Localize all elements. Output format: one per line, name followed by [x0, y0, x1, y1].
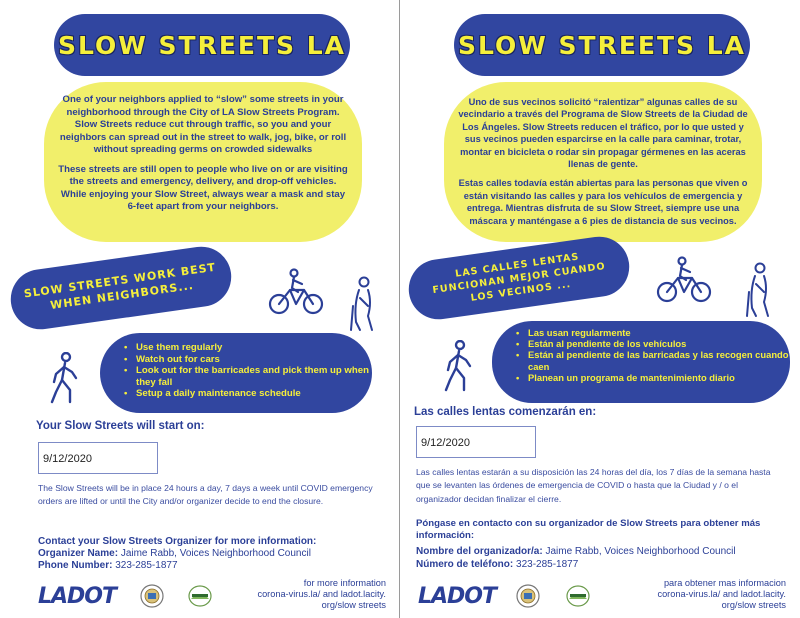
title-banner: [454, 14, 750, 76]
neighbors-banner: [7, 243, 235, 333]
more-info-line: corona-virus.la/ and ladot.lacity.: [257, 589, 386, 599]
list-item: • Use them regularly: [122, 342, 372, 354]
city-seal-icon: [140, 584, 164, 608]
organizer-value: Jaime Rabb, Voices Neighborhood Council: [545, 546, 736, 557]
pedestrian-icon: [442, 340, 476, 392]
intro-bubble: [444, 82, 762, 242]
phone-label: Número de teléfono:: [416, 559, 514, 570]
more-info-line: org/slow streets: [721, 600, 786, 610]
list-item: • Planean un programa de mantenimiento diario: [514, 372, 790, 383]
contact-heading: Póngase en contacto con su organizador de Slow Streets para obtener más información:: [416, 518, 761, 541]
contact-heading: Contact your Slow Streets Organizer for more information:: [38, 536, 317, 547]
organizer-value: Jaime Rabb, Voices Neighborhood Council: [120, 548, 311, 559]
list-item: • Watch out for cars: [122, 354, 372, 366]
more-info-block: [636, 578, 786, 611]
list-item: • Están al pendiente de los vehículos: [514, 338, 790, 349]
more-info-line: org/slow streets: [321, 600, 386, 610]
organizer-row: [416, 545, 786, 558]
start-date-field[interactable]: 9/12/2020: [38, 442, 158, 474]
title-banner: [54, 14, 350, 76]
intro-bubble: [44, 82, 362, 242]
phone-label: Phone Number:: [38, 560, 113, 571]
elderly-couple-icon: [744, 262, 774, 318]
list-item: • Las usan regularmente: [514, 327, 790, 338]
access-paragraph: These streets are still open to people who live on or are visiting the streets and emergency, delivery, and drop-off vehicles. While enjoying your Slow Street, always wear a mask and stay 6-feet apart from your neighbors.: [58, 163, 348, 212]
organizer-row: [38, 548, 388, 560]
flyer-title: SLOW STREETS LA: [457, 30, 747, 60]
contact-block: [416, 518, 786, 571]
more-info-line: for more information: [303, 578, 386, 588]
more-info-line: para obtener mas informacion: [663, 578, 786, 588]
phone-row: [38, 560, 388, 572]
organizer-label: Organizer Name:: [38, 548, 119, 559]
tips-list-box: [492, 321, 790, 403]
slow-streets-badge-icon: [188, 585, 212, 607]
start-date-field[interactable]: 9/12/2020: [416, 426, 536, 458]
spanish-flyer: [400, 0, 800, 618]
intro-paragraph: One of your neighbors applied to “slow” some streets in your neighborhood through the City of LA Slow Streets Program. Slow Streets reduce cut through traffic, so you and your neighbors can spread out in the street to walk, jog, bike, or roll without spreading germs on crowded sidewalks: [59, 94, 347, 155]
access-paragraph: Estas calles todavía están abiertas para las personas que viven o están visitando las calles y para los vehículos de emergencia y entrega. Mientras disfruta de su Slow Street, siempre use una máscara y manténgase a 6 pies de distancia de sus vecinos.: [458, 178, 748, 226]
tips-list-box: [100, 333, 372, 413]
ladot-logo: LADOT: [418, 584, 497, 609]
banner-text: LAS CALLES LENTAS FUNCIONAN MEJOR CUANDO LOS VECINOS ...: [431, 250, 607, 304]
availability-text: The Slow Streets will be in place 24 hours a day, 7 days a week until COVID emergency orders are lifted or until the City and/or organizer decide to end the closure.: [38, 483, 373, 506]
bicycle-rider-icon: [656, 256, 712, 304]
city-seal-icon: [516, 584, 540, 608]
neighbors-banner: [405, 233, 633, 323]
organizer-label: Nombre del organizador/a:: [416, 546, 543, 557]
availability-text: Las calles lentas estarán a su disposición las 24 horas del día, los 7 días de la semana hasta que se levanten las órdenes de emergencia de COVID o hasta que la Ciudad y / o el organizador decidan finalizar el cierre.: [416, 467, 771, 504]
list-item: • Están al pendiente de las barricadas y las recogen cuando caen: [514, 349, 790, 371]
contact-block: [38, 536, 388, 572]
phone-value: 323-285-1877: [516, 559, 579, 570]
flyer-title: SLOW STREETS LA: [57, 30, 347, 60]
start-date-label: Las calles lentas comenzarán en:: [414, 406, 597, 418]
slow-streets-badge-icon: [566, 585, 590, 607]
phone-row: [416, 558, 786, 571]
ladot-logo: LADOT: [38, 584, 117, 609]
phone-value: 323-285-1877: [115, 560, 178, 571]
start-date-label: Your Slow Streets will start on:: [36, 420, 205, 432]
banner-text: SLOW STREETS WORK BEST WHEN NEIGHBORS...: [23, 260, 217, 312]
pedestrian-icon: [48, 352, 82, 404]
more-info-line: corona-virus.la/ and ladot.lacity.: [657, 589, 786, 599]
more-info-block: [236, 578, 386, 611]
intro-paragraph: Uno de sus vecinos solicitó “ralentizar” algunas calles de su vecindario a través del Programa de Slow Streets de la Ciudad de Los Ángeles. Slow Streets reducen el tráfico, por lo que usted y sus vecinos pueden esparcirse en la calle para caminar, trotar, montar en bicicleta o rodar sin propagar gérmenes en las aceras llenas de gente.: [458, 97, 748, 170]
list-item: • Setup a daily maintenance schedule: [122, 388, 372, 400]
bicycle-rider-icon: [268, 268, 324, 316]
elderly-couple-icon: [348, 276, 378, 332]
list-item: • Look out for the barricades and pick them up when they fall: [122, 365, 372, 388]
